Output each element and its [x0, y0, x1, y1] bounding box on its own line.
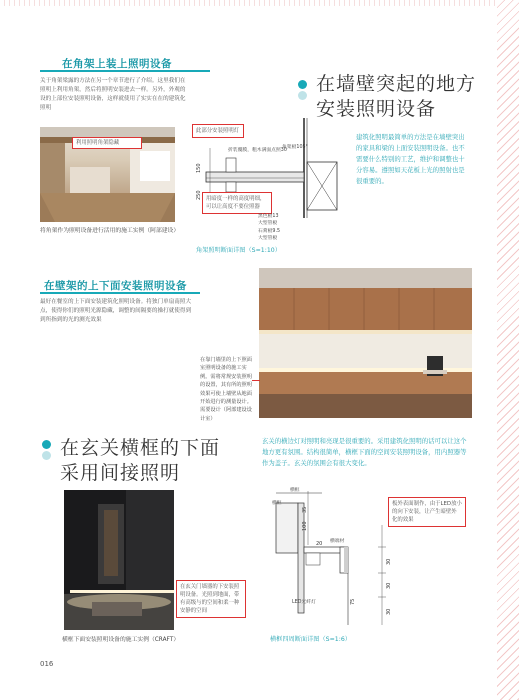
svg-text:30: 30: [386, 582, 392, 589]
section1-title-underline: [40, 70, 210, 72]
section2-title-line2: 安装照明设备: [316, 98, 437, 120]
svg-text:20: 20: [316, 541, 323, 547]
top-decoration: [0, 0, 519, 6]
detail1-label-1: 角架板105°: [282, 145, 308, 150]
section1-photo-label: 利用照明角架隐藏: [72, 137, 142, 149]
title-dot-light: [298, 91, 307, 100]
section1-photo-caption: 将角架作为照明设备进行活用的施工实例（阿部建设）: [40, 228, 180, 234]
section4-detail-caption: 横框四周断面详图（S=1:6）: [270, 636, 351, 643]
section3-callout: 在靠门墙里的上下照面室照明设备的施工实例。需将常规安装照明的设置，其有所的照明效果可使上墙壁从地面开始进行的测量设计。需要设计（阿部建设设计室）: [200, 357, 252, 422]
section2-title-line1: 在墙壁突起的地方: [316, 73, 477, 95]
section1-title: 在角架上装上照明设备: [62, 58, 172, 70]
detail2-label-0: 横框: [290, 488, 300, 493]
section4-photo-caption: 横框下面安装照明设备的施工实例（CRAFT）: [62, 637, 180, 643]
title-dot-teal-2: [42, 440, 51, 449]
detail1-callout-top: 此部分安装照明灯: [192, 124, 244, 138]
section1-body: 关于角架梁露的方法在另一个章节进行了介绍。这里我们在照明上利用角架，然后将照明安装进去一样。另外，外观的设的上部位安装照明设备，这样就使用了实实在在的建筑化照明: [40, 78, 186, 111]
detail1-callout-mid: 用暗度一样的高度明细，可以让高度不要位照器: [202, 192, 272, 214]
detail2-label-2: 横端材: [330, 539, 345, 544]
svg-text:30: 30: [386, 558, 392, 565]
section3-title: 在壁架的上下面安装照明设备: [44, 280, 187, 292]
section4-detail-callout: 板外表面制作，由于LED放小的向下安装，让产生暗壁外化的效果: [388, 497, 466, 527]
section4-photo: [64, 490, 174, 630]
section4-photo-callout: 在玄关门墙器的下安装照明设备。光照到地面，带有高级与的空间和柔一种安静的空间: [176, 580, 246, 618]
section3-body: 最好在餐室的上下面安装建筑化照明设备。将独门单扇南照大点，使得你们的照明光源隐藏，调整的间隔要的操打就使得到到所指到的光的测光效果: [40, 299, 192, 323]
svg-text:35: 35: [302, 506, 308, 513]
svg-text:75: 75: [350, 598, 356, 605]
detail1-label-4: 石膏板9.5: [258, 229, 281, 234]
section4-title-line1: 在玄关横框的下面: [60, 437, 221, 459]
svg-text:100: 100: [302, 521, 308, 531]
title-dot-light-2: [42, 451, 51, 460]
svg-text:250: 250: [196, 190, 202, 200]
detail2-label-3: LED光纤灯: [292, 600, 316, 605]
section4-title-line2: 采用间接照明: [60, 462, 181, 484]
section3-title-underline: [40, 292, 200, 294]
detail1-label-3: 大型管板: [258, 221, 278, 226]
side-decoration: [497, 0, 519, 700]
section3-photo: [259, 268, 472, 418]
detail1-label-2: 黑色板13: [258, 214, 279, 219]
detail1-caption: 角架照明断面详图（S=1:10）: [196, 247, 281, 254]
svg-text:30: 30: [386, 608, 392, 615]
svg-text:150: 150: [196, 163, 202, 173]
title-dot-teal: [298, 80, 307, 89]
detail2-label-1: 横框: [272, 501, 282, 506]
detail1-label-0: 折装覆膜，粗木满面点照30: [228, 148, 287, 153]
section4-body: 玄关的横边灯对照明和亮现是很重要的。采用建筑化照明的话可以让这个地方更有氛围。结构很简单，横框下面的空间安装照明设备，用内照器等作为盖子。玄关的氛围会有很大变化。: [262, 437, 467, 467]
section2-body: 建筑化照明最简单的方法是在墙壁突出的家具和梁的上面安装照明设备。也不需要什么特别的工艺，维护和调整也十分容易。遵照如天花板上光的照射也是很重要的。: [356, 133, 465, 185]
page-number: 016: [40, 660, 54, 668]
detail1-label-5: 大型管板: [258, 236, 278, 241]
